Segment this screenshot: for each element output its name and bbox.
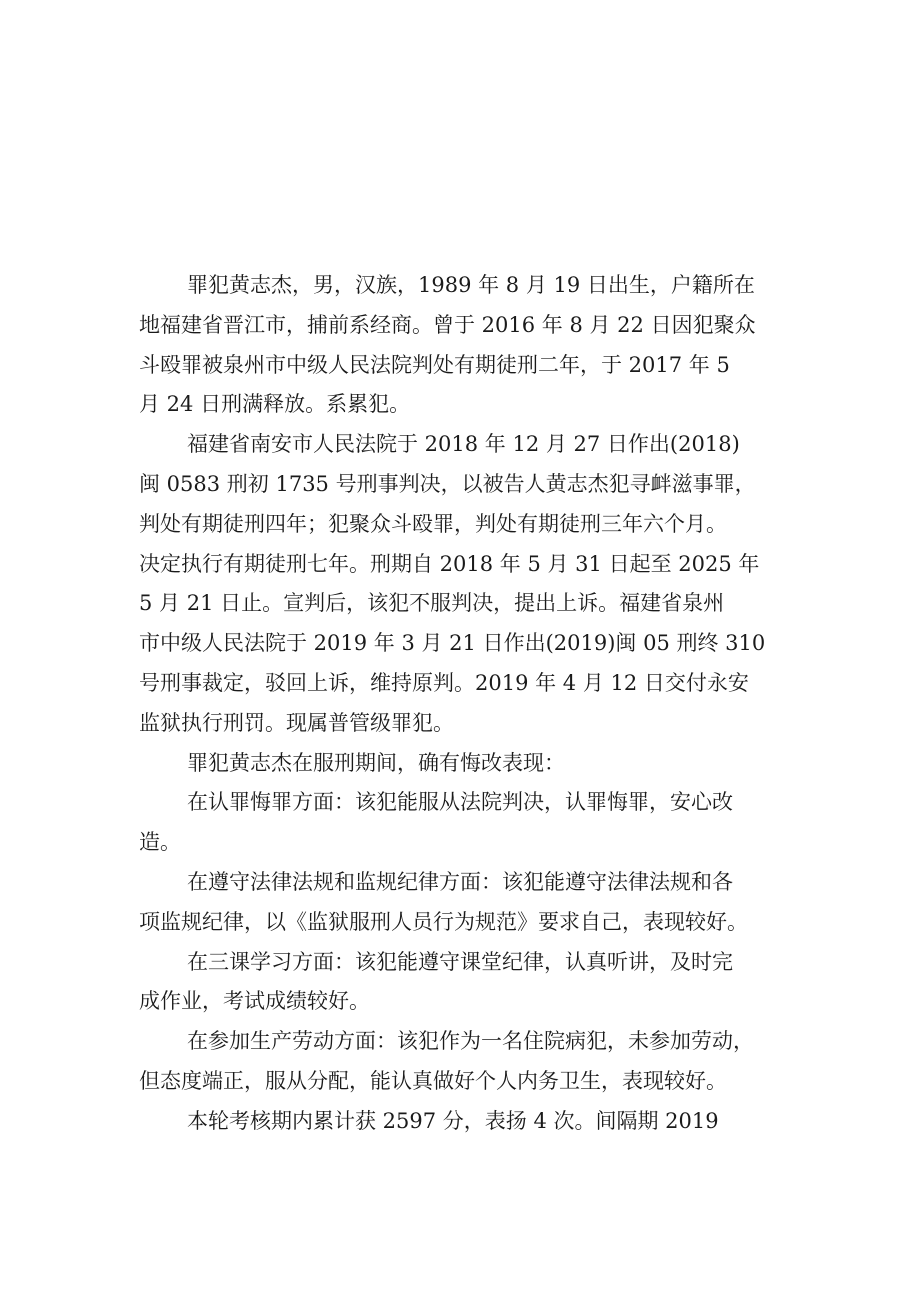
text-line: 福建省南安市人民法院于 2018 年 12 月 27 日作出(2018) (187, 432, 740, 457)
paragraph-judgment (139, 425, 789, 743)
text-line: 在遵守法律法规和监规纪律方面：该犯能遵守法律法规和各 (187, 869, 733, 894)
paragraph-repentance-intro (139, 744, 789, 784)
document-body (139, 266, 789, 1142)
text-line: 在三课学习方面：该犯能遵守课堂纪律，认真听讲，及时完 (187, 949, 733, 974)
text-line: 地福建省晋江市，捕前系经商。曾于 2016 年 8 月 22 日因犯聚众 (139, 312, 756, 337)
paragraph-labor (139, 1022, 789, 1102)
text-line: 但态度端正，服从分配，能认真做好个人内务卫生，表现较好。 (139, 1068, 727, 1093)
text-line: 本轮考核期内累计获 2597 分，表扬 4 次。间隔期 2019 (187, 1108, 719, 1133)
text-line: 月 24 日刑满释放。系累犯。 (139, 392, 411, 417)
text-line: 5 月 21 日止。宣判后，该犯不服判决，提出上诉。福建省泉州 (139, 591, 725, 616)
text-line: 在参加生产劳动方面：该犯作为一名住院病犯，未参加劳动， (187, 1029, 754, 1054)
text-line: 罪犯黄志杰在服刑期间，确有悔改表现： (187, 750, 565, 775)
text-line: 判处有期徒刑四年；犯聚众斗殴罪，判处有期徒刑三年六个月。 (139, 511, 727, 536)
text-line: 在认罪悔罪方面：该犯能服从法院判决，认罪悔罪，安心改 (187, 790, 733, 815)
text-line: 号刑事裁定，驳回上诉，维持原判。2019 年 4 月 12 日交付永安 (139, 670, 749, 695)
text-line: 市中级人民法院于 2019 年 3 月 21 日作出(2019)闽 05 刑终 310 (139, 631, 766, 656)
text-line: 斗殴罪被泉州市中级人民法院判处有期徒刑二年，于 2017 年 5 (139, 352, 730, 377)
paragraph-study (139, 943, 789, 1023)
paragraph-admission-of-guilt (139, 783, 789, 863)
text-line: 罪犯黄志杰，男，汉族，1989 年 8 月 19 日出生，户籍所在 (187, 273, 755, 297)
paragraph-law-compliance (139, 863, 789, 943)
text-line: 监狱执行刑罚。现属普管级罪犯。 (139, 710, 454, 735)
text-line: 成作业，考试成绩较好。 (139, 989, 370, 1014)
text-line: 项监规纪律，以《监狱服刑人员行为规范》要求自己，表现较好。 (139, 909, 748, 934)
paragraph-assessment (139, 1102, 789, 1142)
paragraph-criminal-info (139, 266, 789, 425)
text-line: 决定执行有期徒刑七年。刑期自 2018 年 5 月 31 日起至 2025 年 (139, 551, 760, 576)
text-line: 闽 0583 刑初 1735 号刑事判决，以被告人黄志杰犯寻衅滋事罪， (139, 471, 756, 496)
text-line: 造。 (139, 830, 181, 855)
